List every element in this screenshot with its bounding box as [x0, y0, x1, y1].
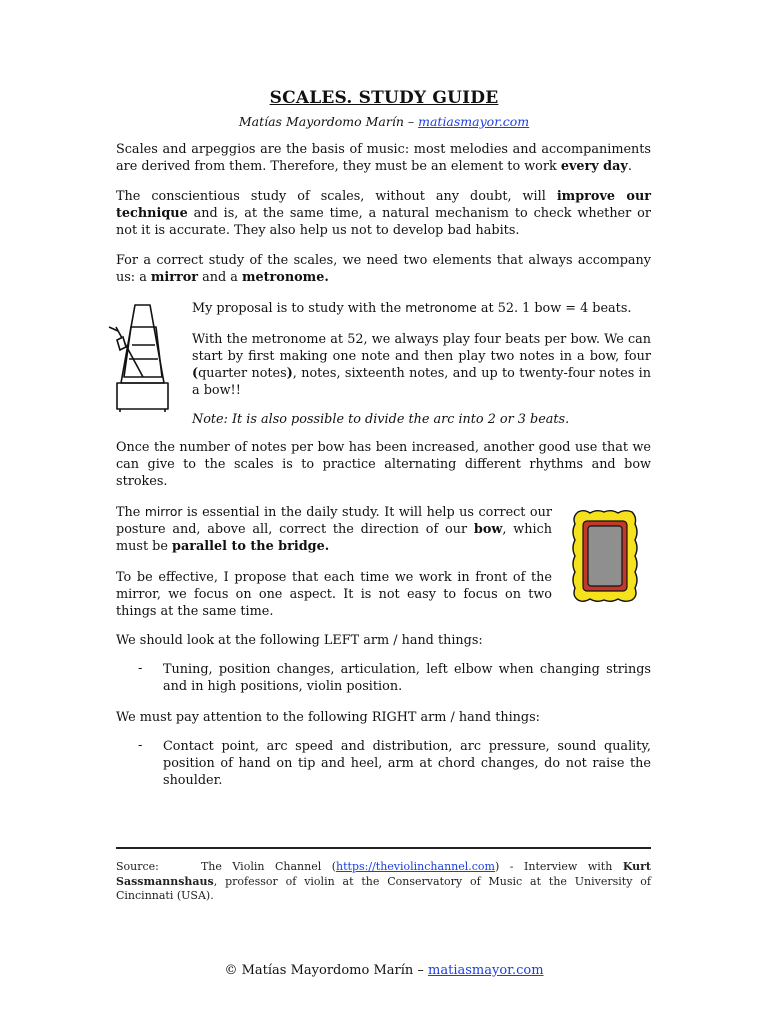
left-list-item: Tuning, position changes, articulation, left elbow when changing strings and in high positions, violin position. — [163, 662, 651, 694]
metronome-paren-close: ) — [286, 366, 293, 381]
elements-paragraph — [116, 252, 651, 286]
intro-emphasis: every day — [560, 159, 628, 174]
right-list-item: Contact point, arc speed and distribution, arc pressure, sound quality, position of hand on tip and heel, arm at chord changes, do not raise the shoulder. — [163, 739, 651, 788]
metronome-icon — [106, 297, 174, 413]
technique-emphasis: improve our technique — [116, 189, 651, 221]
proposal-metronome-word: metronome — [405, 301, 477, 315]
footnote-source: Source: The Violin Channel ( — [116, 860, 337, 873]
intro-paragraph — [116, 141, 651, 175]
footer-site-link[interactable]: matiasmayor.com — [428, 963, 544, 978]
footnote-divider — [116, 847, 651, 849]
metronome-paragraph — [192, 331, 651, 399]
left-bullet-dash: - — [138, 661, 143, 676]
elements-and: and a — [198, 270, 242, 285]
byline — [0, 114, 768, 129]
intro-text: Scales and arpeggios are the basis of music: most melodies and accompaniments are derived from them. Therefore, they must be an element to work — [116, 142, 651, 174]
footnote — [116, 860, 651, 904]
mirror-bow: bow — [473, 522, 503, 537]
footnote-link[interactable]: https://theviolinchannel.com — [336, 860, 495, 873]
proposal-text: My proposal is to study with the — [192, 301, 406, 316]
metronome-quarter: quarter notes — [198, 366, 287, 381]
right-heading: We must pay attention to the following RIGHT arm / hand things: — [116, 710, 540, 725]
technique-end: and is, at the same time, a natural mechanism to check whether or not it is accurate. They also help us not to develop bad habits. — [116, 206, 651, 238]
elements-mirror: mirror — [150, 270, 199, 285]
elements-metronome: metronome. — [241, 270, 329, 285]
right-bullet-dash: - — [138, 738, 143, 753]
mirror-word: mirror — [144, 505, 183, 519]
metronome-paren-open: ( — [192, 366, 199, 381]
footnote-name: Kurt Sassmannshaus — [116, 860, 652, 888]
left-heading: We should look at the following LEFT arm / hand things: — [116, 633, 483, 648]
mirror-middle: is essential in the daily study. It will help us correct our posture and, above all, correct the direction of our — [116, 505, 552, 537]
footnote-interview: ) - Interview with — [494, 860, 623, 873]
effective-paragraph: To be effective, I propose that each time we work in front of the mirror, we focus on one aspect. It is not easy to focus on two things at the same time. — [116, 570, 552, 619]
byline-author: Matías Mayordomo Marín – — [238, 114, 419, 129]
metronome-text: With the metronome at 52, we always play four beats per bow. We can start by first making one note and then play two notes in a bow, four — [192, 332, 651, 364]
note-paragraph: Note: It is also possible to divide the arc into 2 or 3 beats. — [192, 412, 570, 427]
elements-text: For a correct study of the scales, we need two elements that always accompany us: a — [116, 253, 651, 285]
intro-end: . — [627, 159, 632, 174]
mirror-icon — [570, 508, 640, 604]
proposal-end: at 52. 1 bow = 4 beats. — [476, 301, 632, 316]
page-title: SCALES. STUDY GUIDE — [269, 88, 499, 108]
footnote-end: , professor of violin at the Conservatory of Music at the University of Cincinnati (USA). — [116, 874, 651, 902]
mirror-text: The — [116, 505, 145, 520]
proposal-paragraph — [192, 300, 651, 317]
byline-site-link[interactable]: matiasmayor.com — [418, 114, 530, 129]
page-footer — [0, 963, 768, 978]
technique-paragraph — [116, 188, 651, 239]
rhythms-paragraph: Once the number of notes per bow has been increased, another good use that we can give to the scales is to practice alternating different rhythms and bow strokes. — [116, 440, 651, 489]
technique-text: The conscientious study of scales, without any doubt, will — [116, 189, 557, 204]
metronome-end: , notes, sixteenth notes, and up to twenty-four notes in a bow!! — [192, 366, 651, 398]
mirror-parallel: parallel to the bridge. — [172, 539, 330, 554]
footer-copyright: © Matías Mayordomo Marín – — [224, 963, 429, 978]
mirror-which: , which must be — [116, 522, 552, 554]
mirror-paragraph — [116, 504, 552, 555]
